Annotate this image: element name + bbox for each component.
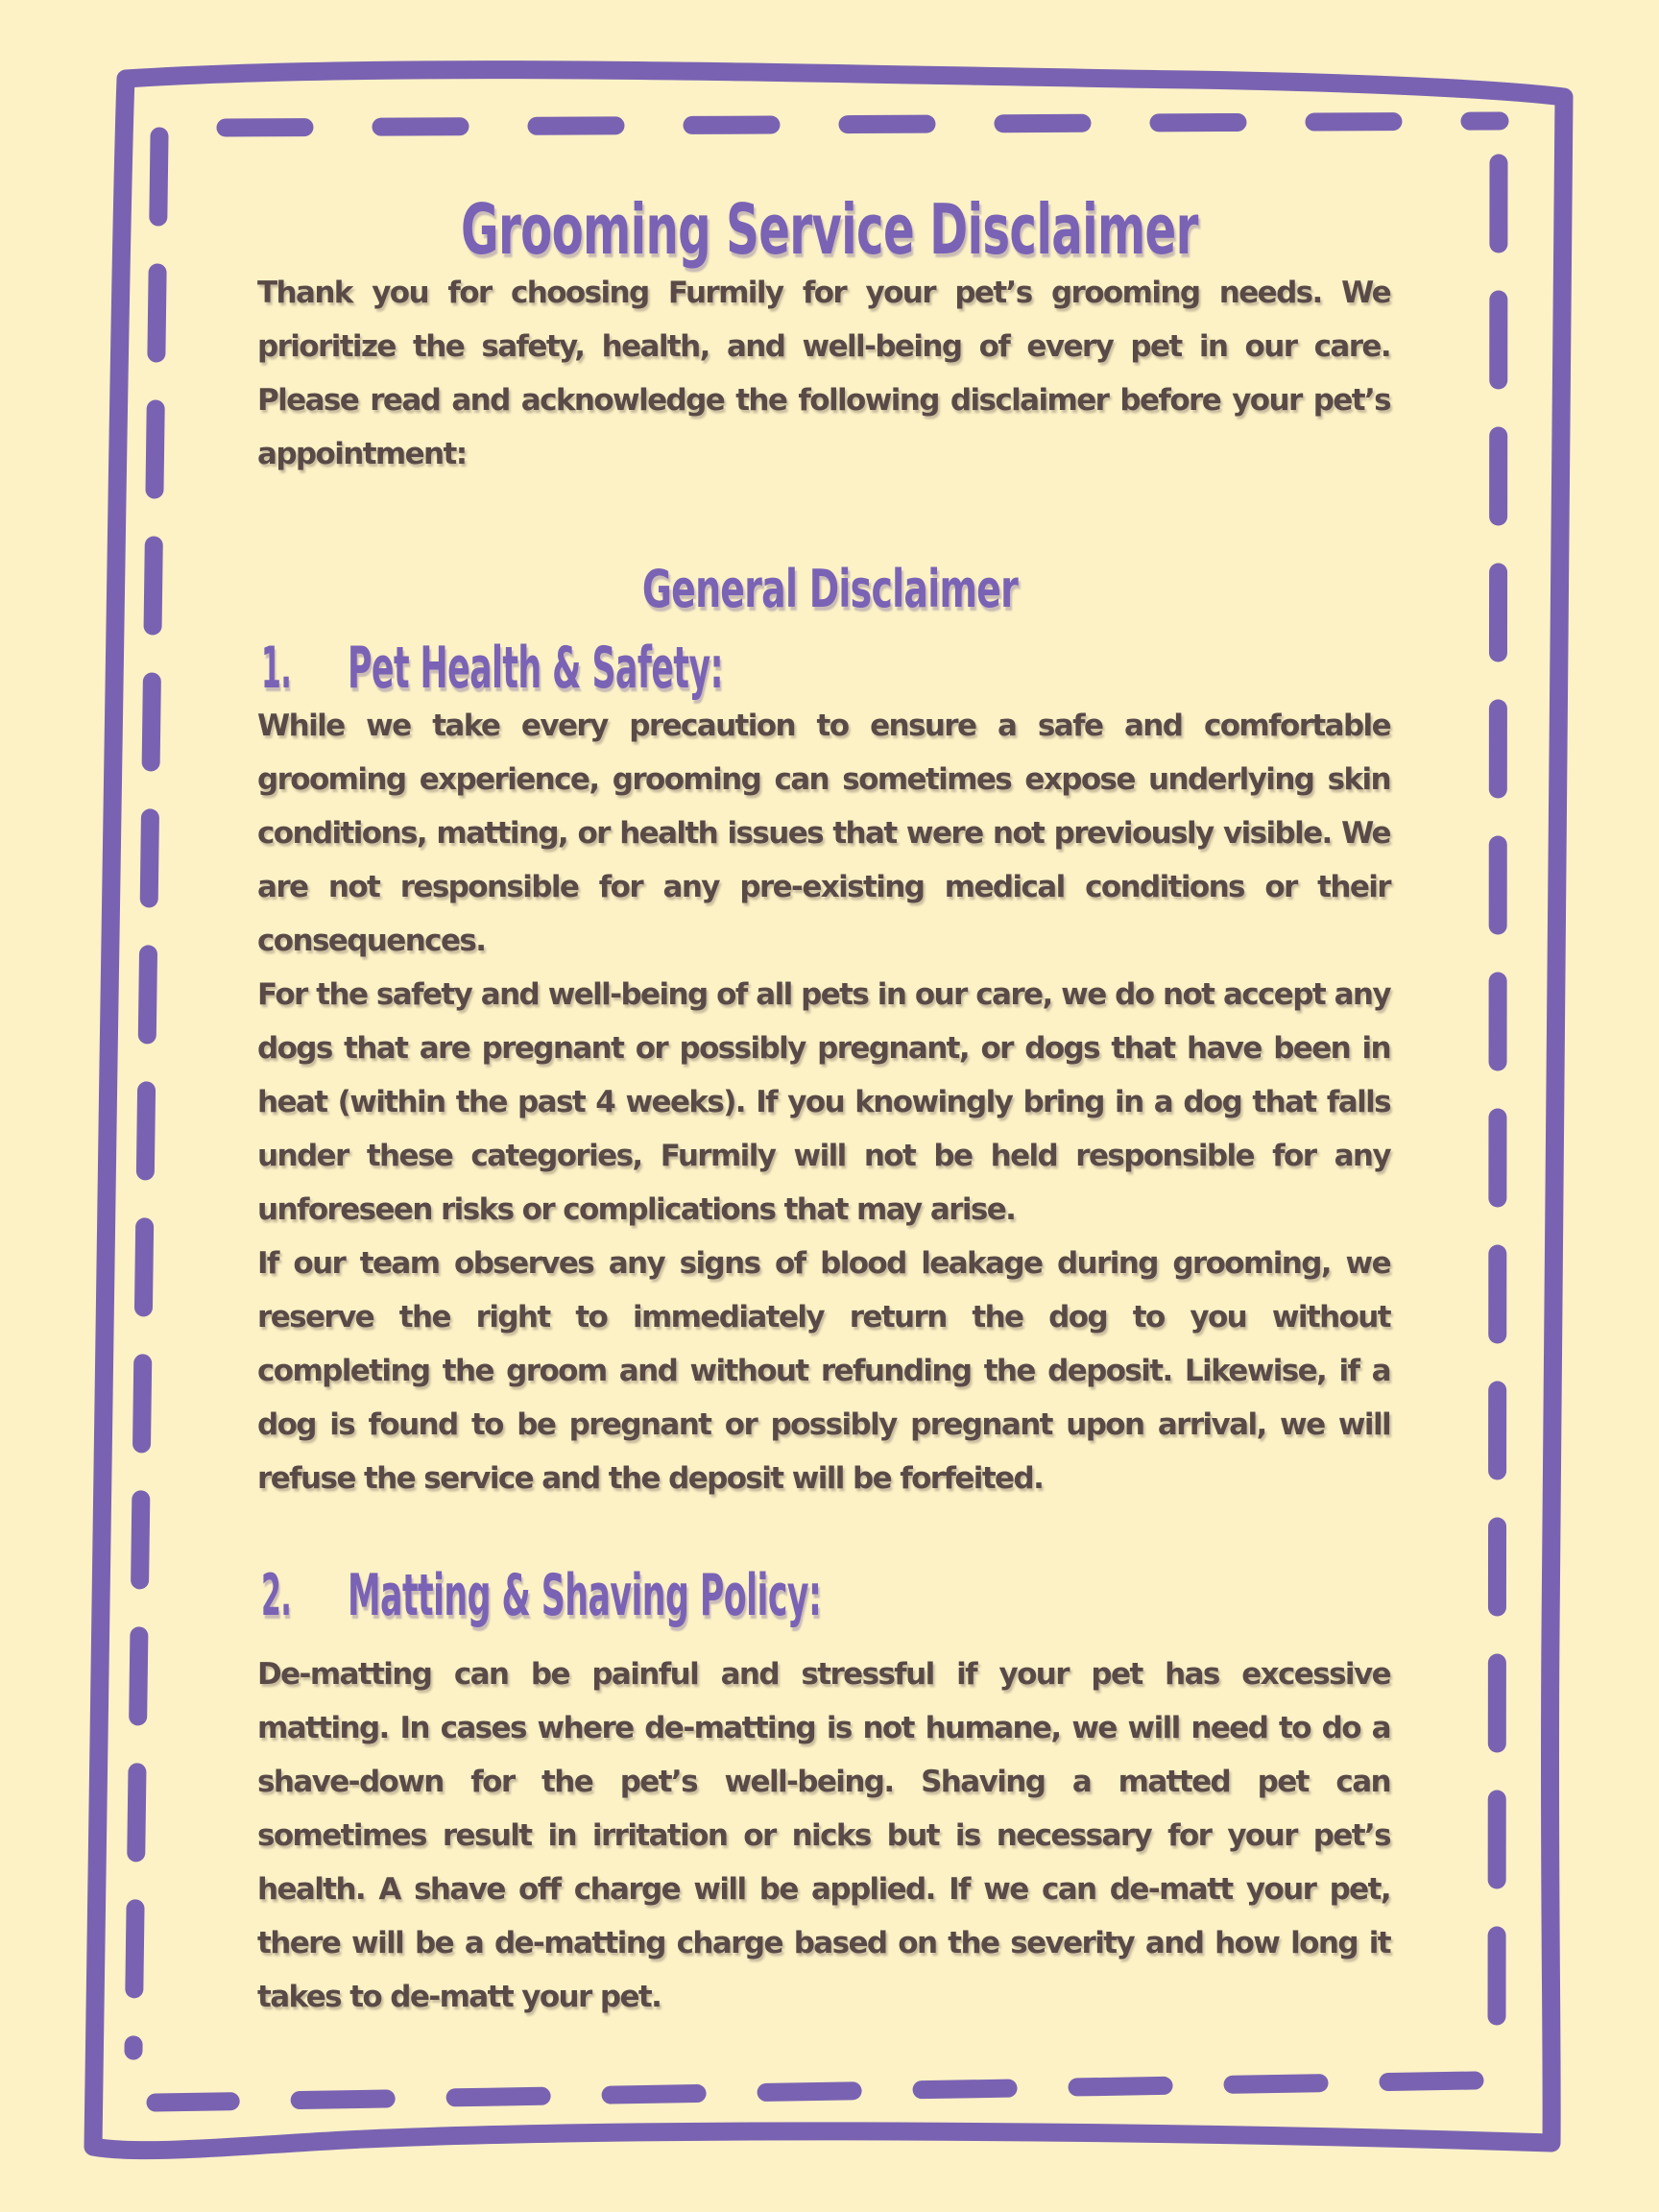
section-1-heading-text: Pet Health & Safety:	[348, 635, 723, 702]
section-1-heading	[261, 635, 995, 702]
border-stitches-left	[133, 136, 159, 2051]
section-2-paragraph-1: De-matting can be painful and stressful if your pet has excessive matting. In cases where de-matting is not humane, we will need to do a shave-down for the pet’s well-being. Shaving a matted pet can sometimes result in irritation or nicks but is necessary for your pet’s health. A shave off charge will be applied. If we can de-matt your pet, there will be a de-matting charge based on the severity and how long it takes to de-matt your pet.	[257, 1657, 1390, 2014]
section-1-paragraph-1: While we take every precaution to ensure a safe and comfortable grooming experience, grooming can sometimes expose underlying skin conditions, matting, or health issues that were not previously visible. We are not responsible for any pre-existing medical conditions or their consequences.	[257, 709, 1390, 958]
section-1-number: 1.	[261, 635, 292, 702]
section-1-body	[257, 699, 1390, 1505]
section-1-paragraph-2: For the safety and well-being of all pets in our care, we do not accept any dogs that are pregnant or possibly pregnant, or dogs that have been in heat (within the past 4 weeks). If you knowingly bring in a dog that falls under these categories, Furmily will not be held responsible for any unforeseen risks or complications that may arise.	[257, 977, 1390, 1227]
intro-paragraph: Thank you for choosing Furmily for your pet’s grooming needs. We prioritize the safety, health, and well-being of every pet in our care. Please read and acknowledge the following disclaimer before your pet’s appointment:	[257, 276, 1390, 471]
section-2-heading	[261, 1562, 1165, 1629]
page-title-text: Grooming Service Disclaimer	[461, 189, 1198, 270]
section-1-paragraph-3: If our team observes any signs of blood leakage during grooming, we reserve the right to immediately return the dog to you without completing the groom and without refunding the deposit. Likewise, if a dog is found to be pregnant or possibly pregnant upon arrival, we will refuse the service and the deposit will be forfeited.	[257, 1246, 1390, 1496]
section-2-number: 2.	[261, 1562, 292, 1629]
border-stitches-top	[226, 121, 1500, 128]
border-stitches-right	[1497, 163, 1499, 2033]
general-disclaimer-heading	[0, 559, 1659, 619]
section-2-body	[257, 1647, 1390, 2024]
border-stitches-bottom	[156, 2080, 1475, 2103]
section-2-heading-text: Matting & Shaving Policy:	[348, 1562, 822, 1629]
general-disclaimer-heading-text: General Disclaimer	[641, 559, 1018, 619]
intro-block	[257, 266, 1390, 481]
page-title	[0, 189, 1659, 270]
